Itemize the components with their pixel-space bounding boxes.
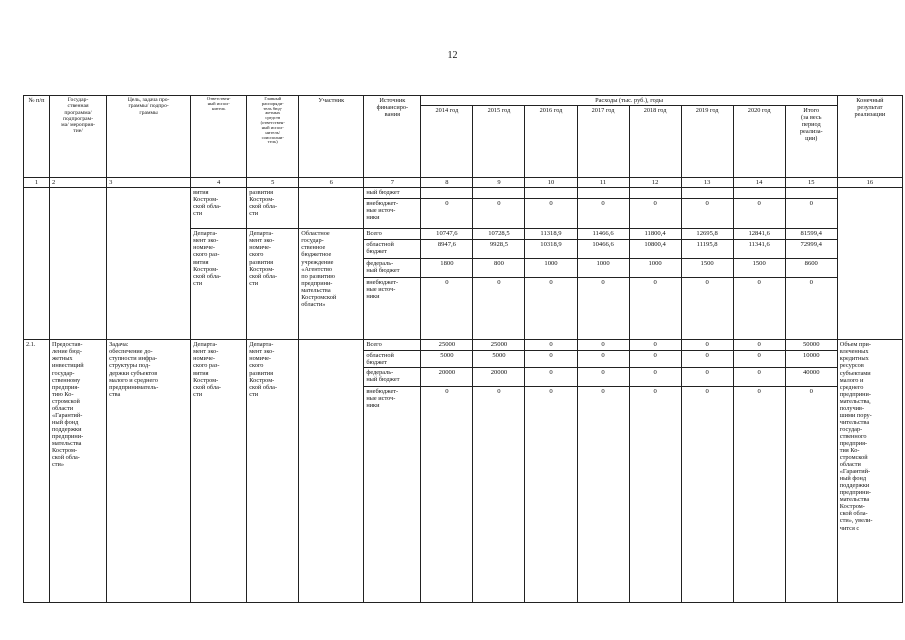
header-participant: Участник — [299, 96, 364, 178]
cell-value: 25000 — [421, 340, 473, 350]
cell-participant: Областное государ- ственное бюджетное учреждение «Агентство по развитию предприни- мательства Костромской области» — [299, 229, 364, 340]
cell-value: 0 — [525, 367, 577, 386]
cell-value: 20000 — [421, 367, 473, 386]
cell-value: 0 — [525, 350, 577, 367]
header-year: 2018 год — [629, 106, 681, 178]
cell-source: федераль- ный бюджет — [364, 259, 421, 278]
cell-value: 11800,4 — [629, 229, 681, 240]
cell-value: 0 — [577, 340, 629, 350]
cell-value: 10800,4 — [629, 240, 681, 259]
header-year: 2015 год — [473, 106, 525, 178]
cell-value: 1000 — [629, 259, 681, 278]
col-number: 7 — [364, 178, 421, 188]
cell-responsible: Департа- мент эко- номиче- ского раз- вития Костром- ской обла- сти — [191, 229, 247, 340]
cell-value: 0 — [421, 278, 473, 340]
cell-goal: Задача: обеспечение до- ступности инфра- структуры под- держки субъектов малого и среднего предприниматель- ства — [107, 340, 191, 602]
cell-value: 0 — [733, 278, 785, 340]
cell-participant — [299, 188, 364, 229]
col-number: 9 — [473, 178, 525, 188]
cell-source: Всего — [364, 340, 421, 350]
cell-value: 0 — [629, 340, 681, 350]
cell-manager: развития Костром- ской обла- сти — [247, 188, 299, 229]
cell-value: 12695,8 — [681, 229, 733, 240]
cell-value: 50000 — [785, 340, 837, 350]
cell-value: 0 — [577, 367, 629, 386]
cell-value: 0 — [733, 367, 785, 386]
col-number: 15 — [785, 178, 837, 188]
cell-value: 1500 — [681, 259, 733, 278]
cell-value: 11195,8 — [681, 240, 733, 259]
col-number: 14 — [733, 178, 785, 188]
cell-value: 0 — [733, 199, 785, 229]
cell-value: 0 — [577, 278, 629, 340]
cell-value: 0 — [681, 386, 733, 602]
header-manager: Главный распоряди- тель бюд- жетных средств (ответствен- ный испол- нитель/ соисполни- тель) — [247, 96, 299, 178]
cell-value: 0 — [629, 367, 681, 386]
cell-value: 5000 — [421, 350, 473, 367]
cell-program: Предостав- ление бюд- жетных инвестиций государ- ственному предприя- тию Ко- стромской области «Гарантий- ный фонд поддержки предприни- мательства Костром- ской обла- сти» — [50, 340, 107, 602]
header-result: Конечный результат реализации — [837, 96, 902, 178]
cell-value: 10318,9 — [525, 240, 577, 259]
col-number: 13 — [681, 178, 733, 188]
cell-value: 1000 — [577, 259, 629, 278]
cell-value: 0 — [733, 386, 785, 602]
cell-program — [50, 188, 107, 340]
col-number: 16 — [837, 178, 902, 188]
cell-value: 5000 — [473, 350, 525, 367]
header-responsible: Ответствен- ный испол- нитель — [191, 96, 247, 178]
cell-result — [837, 188, 902, 340]
cell-value: 1800 — [421, 259, 473, 278]
cell-value: 0 — [525, 199, 577, 229]
cell-result: Объем при- влеченных кредитных ресурсов субъектами малого и среднего предприни- мательства, получив- шими пору- чительства государ- ственного предприя- тия Ко- стромской области «Гарантий- ный фонд поддержки предприни- мательства Костром- ской обла- сти», увели- чится с — [837, 340, 902, 602]
cell-source: внебюджет- ные источ- ники — [364, 386, 421, 602]
cell-value: 0 — [577, 199, 629, 229]
header-year: 2020 год — [733, 106, 785, 178]
header-row-1 — [24, 96, 903, 106]
page-number: 12 — [447, 50, 458, 61]
col-number: 4 — [191, 178, 247, 188]
cell-value: 800 — [473, 259, 525, 278]
cell-value: 0 — [473, 199, 525, 229]
cell-value: 0 — [629, 199, 681, 229]
cell-value: 9928,5 — [473, 240, 525, 259]
cell-value: 0 — [629, 386, 681, 602]
cell-value: 0 — [473, 386, 525, 602]
cell-value: 0 — [785, 278, 837, 340]
cell-value: 72999,4 — [785, 240, 837, 259]
cell-value: 40000 — [785, 367, 837, 386]
cell-value: 10728,5 — [473, 229, 525, 240]
col-number: 5 — [247, 178, 299, 188]
cell-value: 0 — [733, 340, 785, 350]
cell-source: федераль- ный бюджет — [364, 367, 421, 386]
cell-responsible: вития Костром- ской обла- сти — [191, 188, 247, 229]
cell-goal — [107, 188, 191, 340]
header-goal: Цель, задача про- граммы/ подпро- граммы — [107, 96, 191, 178]
cell-responsible: Департа- мент эко- номиче- ского раз- вития Костром- ской обла- сти — [191, 340, 247, 602]
cell-value: 0 — [733, 350, 785, 367]
cell-value: 0 — [577, 386, 629, 602]
cell-value: 0 — [473, 278, 525, 340]
header-year: 2017 год — [577, 106, 629, 178]
cell-value: 0 — [421, 199, 473, 229]
cell-participant — [299, 340, 364, 602]
cell-value: 0 — [525, 278, 577, 340]
cell-value: 0 — [681, 350, 733, 367]
cell-source: Всего — [364, 229, 421, 240]
cell-value: 0 — [421, 386, 473, 602]
cell-source: внебюджет- ные источ- ники — [364, 199, 421, 229]
col-number: 2 — [50, 178, 107, 188]
cell-value: 0 — [525, 340, 577, 350]
cell-source: внебюджет- ные источ- ники — [364, 278, 421, 340]
header-year: 2019 год — [681, 106, 733, 178]
cell-manager: Департа- мент эко- номиче- ского развития Костром- ской обла- сти — [247, 340, 299, 602]
cell-value: 8947,6 — [421, 240, 473, 259]
col-number: 6 — [299, 178, 364, 188]
financing-table — [23, 95, 903, 603]
col-number: 10 — [525, 178, 577, 188]
header-expenses: Расходы (тыс. руб.), годы — [421, 96, 837, 106]
cell-value: 10000 — [785, 350, 837, 367]
cell-value: 25000 — [473, 340, 525, 350]
cell-value: 10466,6 — [577, 240, 629, 259]
cell-value: 1000 — [525, 259, 577, 278]
cell-value: 10747,6 — [421, 229, 473, 240]
cell-value: 0 — [577, 350, 629, 367]
cell-value: 11318,9 — [525, 229, 577, 240]
table-row — [24, 340, 903, 350]
col-number: 12 — [629, 178, 681, 188]
cell-value: 8600 — [785, 259, 837, 278]
cell-value: 0 — [629, 278, 681, 340]
cell-value: 11341,6 — [733, 240, 785, 259]
cell-value: 0 — [785, 199, 837, 229]
header-program: Государ- ственная программа/ подпрограм- ма/ мероприя- тие/ — [50, 96, 107, 178]
cell-value: 0 — [681, 278, 733, 340]
header-source: Источник финансиро- вания — [364, 96, 421, 178]
cell-source: ный бюджет — [364, 188, 421, 199]
cell-value: 20000 — [473, 367, 525, 386]
cell-source: областной бюджет — [364, 240, 421, 259]
col-number: 1 — [24, 178, 50, 188]
cell-num: 2.1. — [24, 340, 50, 602]
cell-source: областной бюджет — [364, 350, 421, 367]
col-number: 3 — [107, 178, 191, 188]
header-year: 2016 год — [525, 106, 577, 178]
cell-value: 0 — [681, 199, 733, 229]
cell-value: 1500 — [733, 259, 785, 278]
column-number-row — [24, 178, 903, 188]
cell-value: 81599,4 — [785, 229, 837, 240]
header-num: № п/п — [24, 96, 50, 178]
cell-manager: Департа- мент эко- номиче- ского развития Костром- ской обла- сти — [247, 229, 299, 340]
cell-value: 0 — [629, 350, 681, 367]
cell-value: 0 — [681, 340, 733, 350]
col-number: 11 — [577, 178, 629, 188]
cell-value: 0 — [525, 386, 577, 602]
table-row — [24, 188, 903, 199]
header-total: Итого (за весь период реализа- ции) — [785, 106, 837, 178]
cell-value: 0 — [681, 367, 733, 386]
cell-num — [24, 188, 50, 340]
cell-value: 0 — [785, 386, 837, 602]
header-year: 2014 год — [421, 106, 473, 178]
col-number: 8 — [421, 178, 473, 188]
cell-value: 12841,6 — [733, 229, 785, 240]
cell-value: 11466,6 — [577, 229, 629, 240]
